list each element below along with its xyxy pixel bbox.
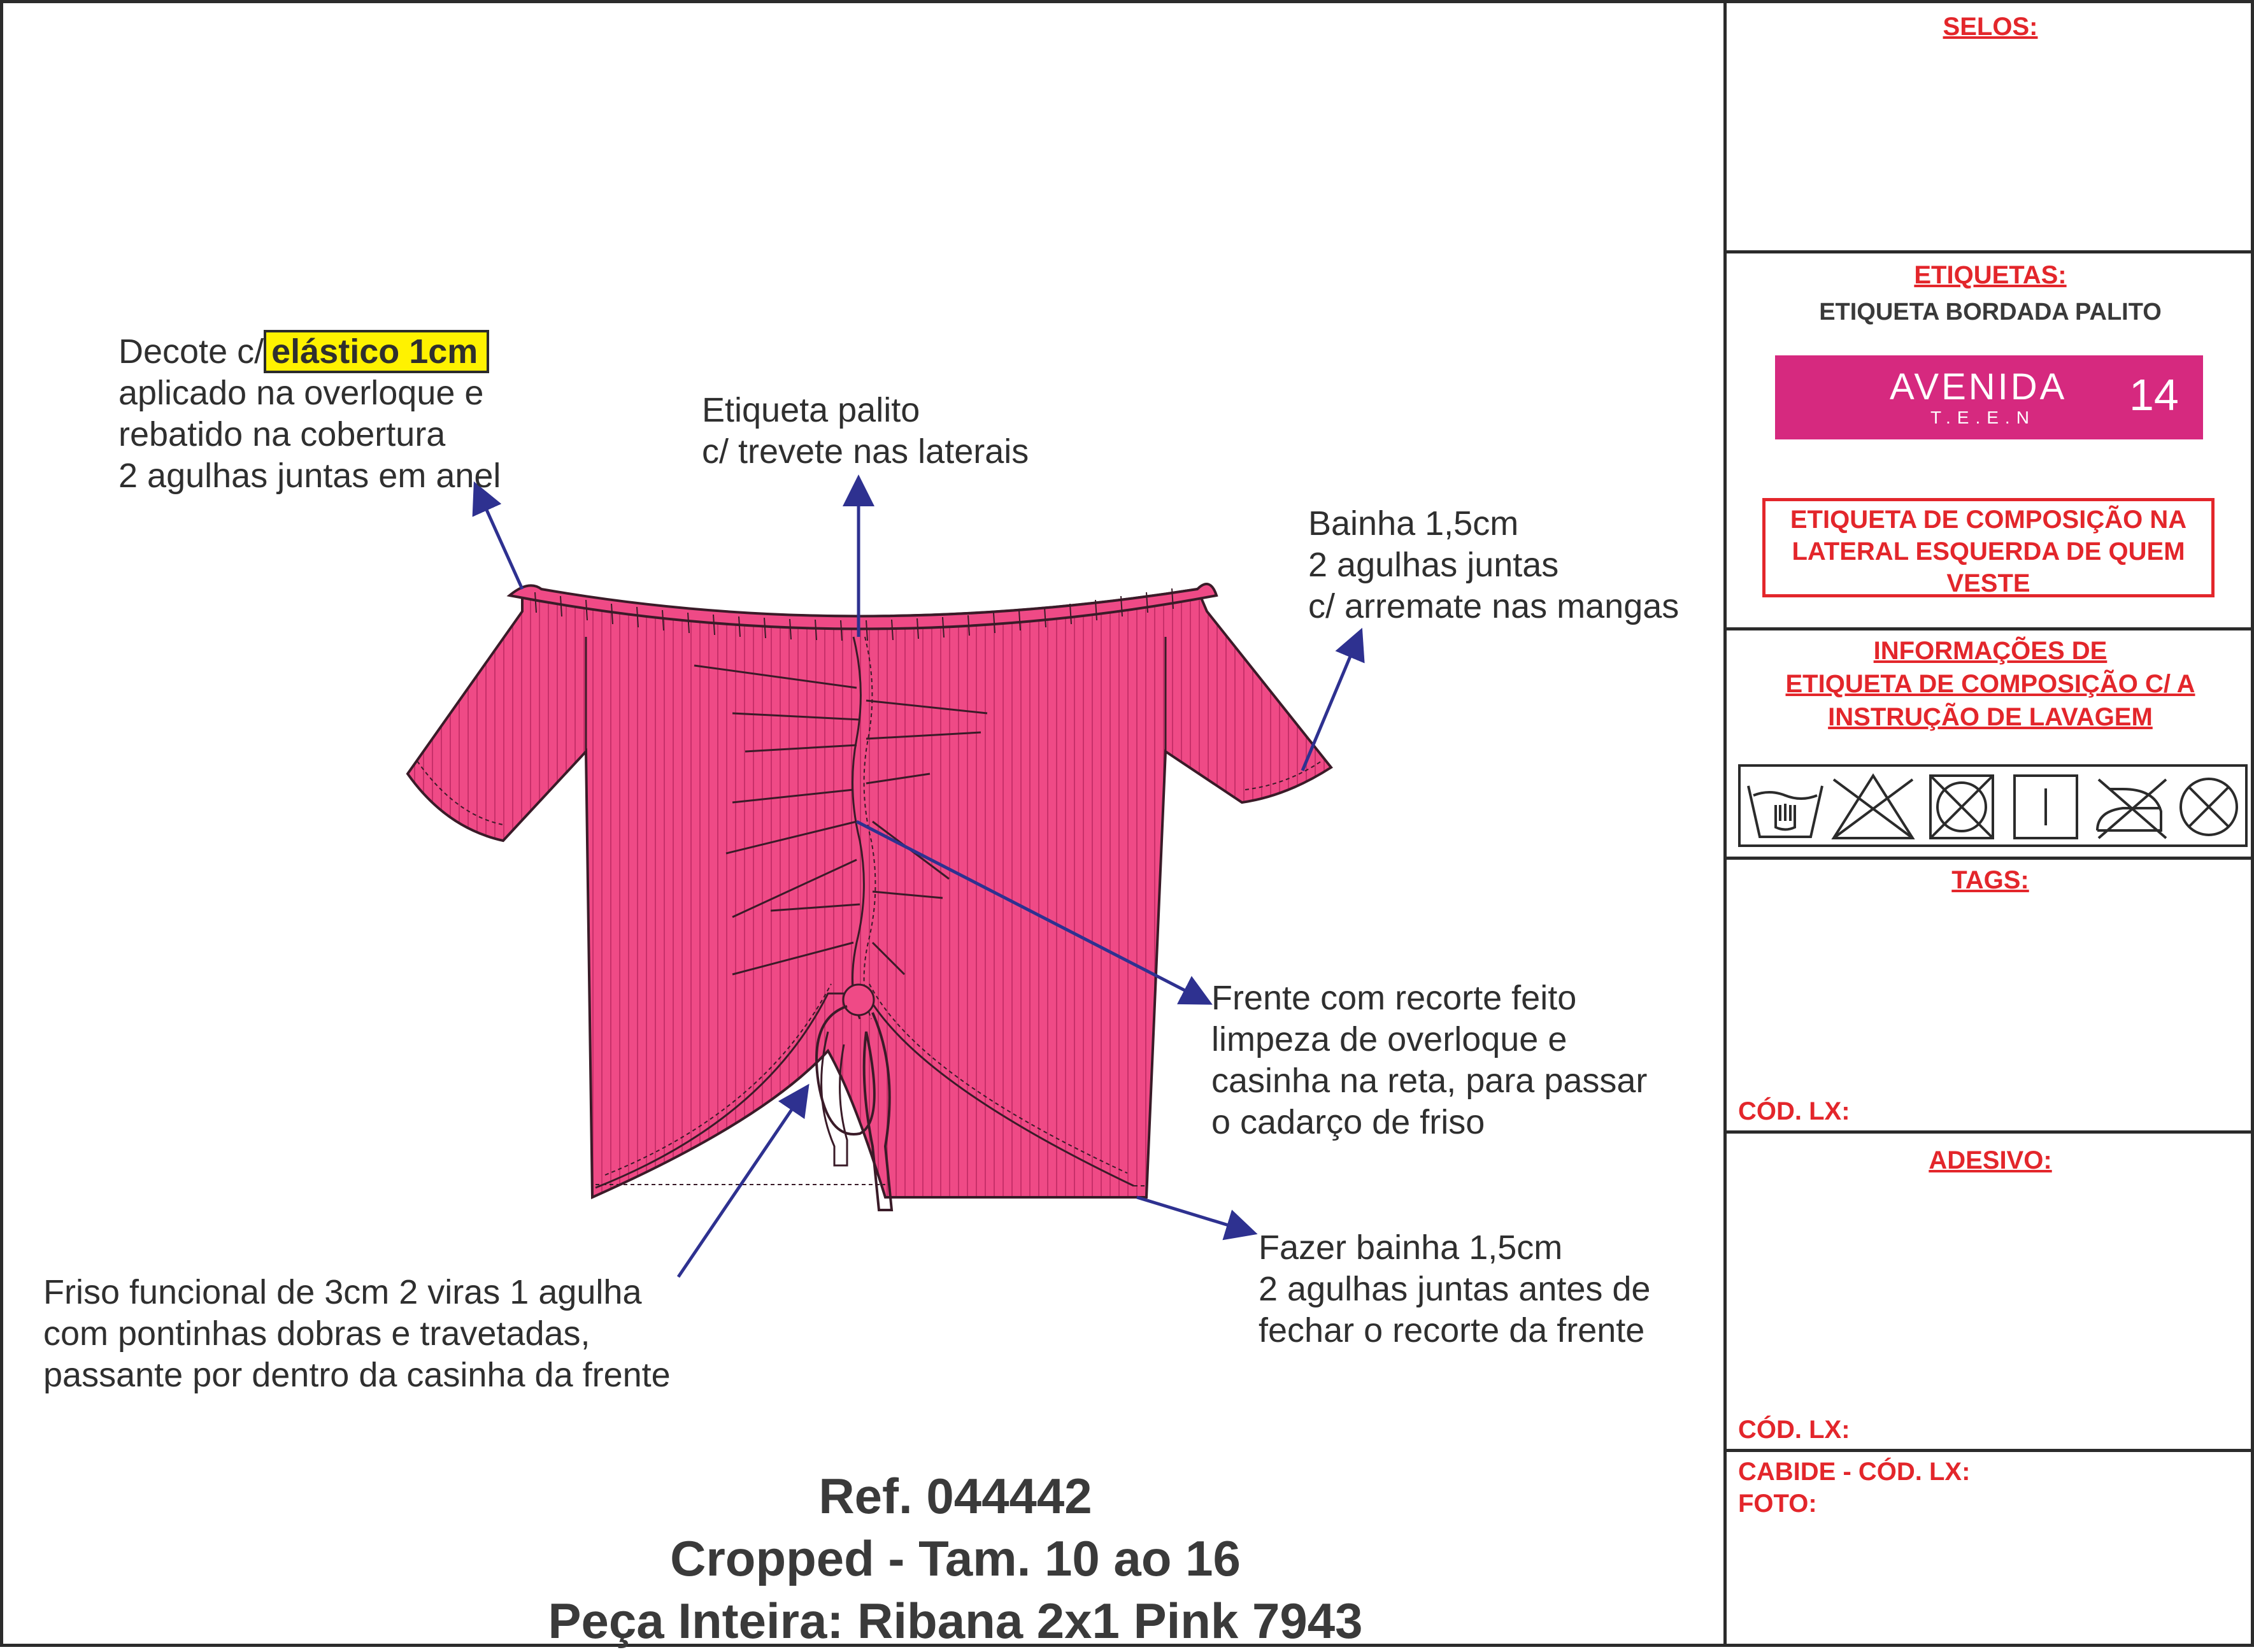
note-frente: Frente com recorte feito limpeza de overloque e casinha na reta, para passar o cadarço de friso [1211, 979, 1648, 1141]
ref-number: Ref. 044442 [818, 1468, 1092, 1524]
note-decote-prefix: Decote c/ [118, 332, 264, 371]
etiqueta-tipo: ETIQUETA BORDADA PALITO [1819, 299, 2162, 325]
no-tumble-dry-icon [1930, 776, 1993, 838]
section-tags [1727, 860, 2254, 1134]
brand-size: 14 [2129, 370, 2179, 420]
section-etiquetas [1727, 253, 2254, 630]
tags-title: TAGS: [1951, 866, 2029, 894]
section-informacoes [1727, 630, 2254, 860]
composicao-box: ETIQUETA DE COMPOSIÇÃO NA LATERAL ESQUERDA DE QUEM VESTE [1762, 498, 2215, 597]
note-decote-highlight: elástico 1cm [264, 330, 489, 373]
fabric-info: Peça Inteira: Ribana 2x1 Pink 7943 [548, 1593, 1363, 1649]
brand-sub: T.E.E.N [1930, 408, 2036, 427]
care-symbols [1738, 764, 2248, 847]
etiquetas-title: ETIQUETAS: [1914, 261, 2067, 289]
model-name: Cropped - Tam. 10 ao 16 [670, 1530, 1241, 1586]
title-block [382, 1465, 1529, 1652]
no-bleach-icon [1834, 776, 1913, 838]
note-bainha-mangas: Bainha 1,5cm 2 agulhas juntas c/ arremate nas mangas [1308, 504, 1680, 625]
note-friso: Friso funcional de 3cm 2 viras 1 agulha com pontinhas dobras e travetadas, passante por dentro da casinha da frente [43, 1273, 671, 1394]
hand-wash-icon [1748, 786, 1822, 837]
selos-title: SELOS: [1943, 13, 2038, 41]
garment-body [408, 589, 1331, 1197]
note-bainha-barra: Fazer bainha 1,5cm 2 agulhas juntas antes de fechar o recorte da frente [1259, 1228, 1651, 1349]
drawstring-loop [843, 985, 874, 1015]
sidebar [1723, 0, 2254, 1647]
cabide-cod-lx: CABIDE - CÓD. LX: [1738, 1458, 1971, 1486]
info-line-3: INSTRUÇÃO DE LAVAGEM [1828, 703, 2153, 731]
no-dry-clean-icon [2181, 779, 2237, 835]
note-decote [118, 331, 489, 373]
info-line-2: ETIQUETA DE COMPOSIÇÃO C/ A [1785, 670, 2195, 698]
brand-label [1775, 355, 2203, 439]
note-decote-details: aplicado na overloque e rebatido na cobertura 2 agulhas juntas em anel [118, 374, 501, 495]
no-iron-icon [2097, 780, 2166, 838]
section-adesivo [1727, 1134, 2254, 1452]
note-etiqueta: Etiqueta palito c/ trevete nas laterais [702, 391, 1029, 471]
foto-label: FOTO: [1738, 1490, 1817, 1518]
section-selos [1727, 0, 2254, 253]
brand-name: AVENIDA [1890, 366, 2067, 408]
line-dry-icon [2015, 776, 2077, 838]
cod-lx-adesivo: CÓD. LX: [1738, 1416, 1850, 1444]
cod-lx-tags: CÓD. LX: [1738, 1097, 1850, 1125]
adesivo-title: ADESIVO: [1929, 1146, 2052, 1174]
info-line-1: INFORMAÇÕES DE [1873, 637, 2108, 665]
